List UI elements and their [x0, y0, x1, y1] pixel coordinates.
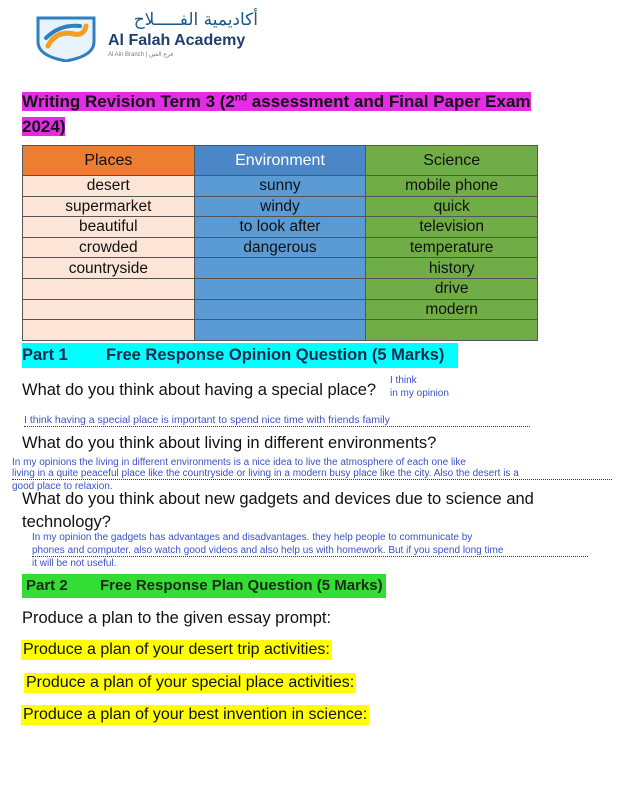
table-cell: sunny: [194, 176, 366, 197]
table-row: [23, 278, 538, 299]
vocabulary-table: [22, 145, 538, 341]
table-cell: [194, 320, 366, 341]
answer-3-line-3: it will be not useful.: [32, 558, 117, 569]
question-3-line-1: What do you think about new gadgets and devices due to science and: [22, 490, 534, 508]
answer-3-line-2: phones and computer. also watch good videos and also help us with homework. But if you spend long time: [32, 545, 588, 557]
table-cell: beautiful: [23, 217, 195, 238]
part1-title: Free Response Opinion Question (5 Marks): [106, 346, 445, 364]
table-cell: windy: [194, 196, 366, 217]
part2-label: Part 2: [26, 577, 68, 594]
answer-1: I think having a special place is important to spend nice time with friends family: [24, 415, 530, 427]
table-row: [23, 299, 538, 320]
header-places: Places: [23, 146, 195, 176]
table-cell: drive: [366, 278, 538, 299]
part1-heading: [22, 343, 458, 368]
table-cell: mobile phone: [366, 176, 538, 197]
part2-heading: [22, 574, 386, 598]
table-cell: [194, 299, 366, 320]
question-1-note-1: I think: [390, 375, 417, 386]
table-row: [23, 320, 538, 341]
answer-3-line-1: In my opinion the gadgets has advantages and disadvantages. they help people to communicate by: [32, 532, 473, 543]
table-row: [23, 196, 538, 217]
prompt-best-invention: Produce a plan of your best invention in science:: [23, 706, 368, 723]
question-1: What do you think about having a special place?: [22, 381, 377, 399]
table-cell: desert: [23, 176, 195, 197]
branch-name: Al Ain Branch | فرع العين: [108, 52, 174, 58]
table-cell: [194, 258, 366, 279]
table-cell: quick: [366, 196, 538, 217]
table-cell: to look after: [194, 217, 366, 238]
prompt-desert-trip: Produce a plan of your desert trip activities:: [23, 641, 330, 658]
answer-2-line-2: living in a quite peaceful place like the countryside or living in a modern busy place like the city. Also the desert is a: [12, 468, 612, 480]
table-row: [23, 217, 538, 238]
header-science: Science: [366, 146, 538, 176]
part1-label: Part 1: [22, 346, 68, 364]
table-cell: supermarket: [23, 196, 195, 217]
page-title: Writing Revision Term 3 (2nd assessment and Final Paper Exam 2024): [22, 91, 531, 136]
table-cell: countryside: [23, 258, 195, 279]
answer-2-line-3: good place to relaxion.: [12, 481, 113, 492]
table-header-row: [23, 146, 538, 176]
table-cell: dangerous: [194, 237, 366, 258]
table-cell: modern: [366, 299, 538, 320]
table-cell: crowded: [23, 237, 195, 258]
academy-logo: [34, 12, 98, 62]
part2-title: Free Response Plan Question (5 Marks): [100, 577, 383, 594]
table-cell: temperature: [366, 237, 538, 258]
school-name: Al Falah Academy: [108, 32, 246, 49]
question-1-note-2: in my opinion: [390, 388, 449, 399]
table-cell: [23, 278, 195, 299]
school-name-arabic: أكاديمية الفـــــلاح: [133, 10, 258, 30]
question-3-line-2: technology?: [22, 513, 111, 531]
table-row: [23, 258, 538, 279]
header-environment: Environment: [194, 146, 366, 176]
table-row: [23, 176, 538, 197]
table-cell: [23, 299, 195, 320]
table-cell: [194, 278, 366, 299]
table-cell: [366, 320, 538, 341]
table-row: [23, 237, 538, 258]
table-cell: history: [366, 258, 538, 279]
table-cell: television: [366, 217, 538, 238]
answer-2-line-1: In my opinions the living in different environments is a nice idea to live the atmosphere of each one like: [12, 457, 466, 468]
table-cell: [23, 320, 195, 341]
part2-intro: Produce a plan to the given essay prompt:: [22, 609, 332, 627]
prompt-special-place: Produce a plan of your special place activities:: [26, 674, 355, 691]
question-2: What do you think about living in different environments?: [22, 434, 437, 452]
